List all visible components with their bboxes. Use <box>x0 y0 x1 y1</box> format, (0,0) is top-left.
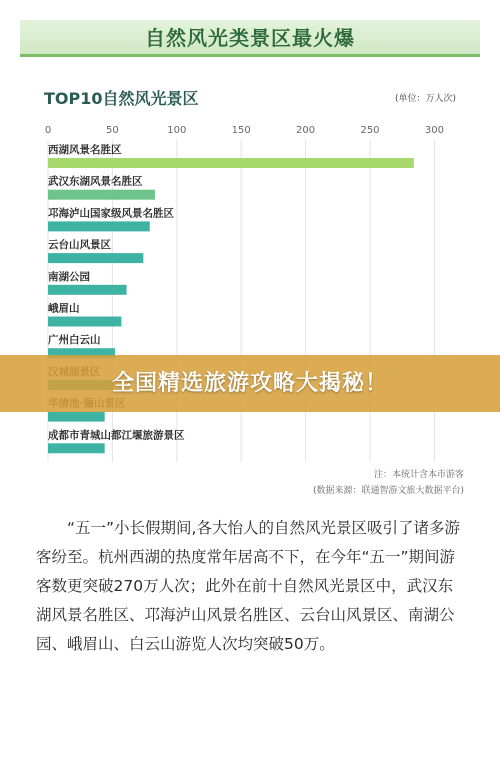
bar-label: 南湖公园 <box>48 270 90 283</box>
x-tick-label: 300 <box>424 125 444 136</box>
x-tick-label: 250 <box>360 125 380 136</box>
bar <box>48 221 150 231</box>
bar-label: 广州白云山 <box>48 334 101 347</box>
bar-label: 邛海泸山国家级风景名胜区 <box>48 207 174 220</box>
bar-label: 云台山风景区 <box>48 239 111 252</box>
bar <box>48 190 155 200</box>
bar-label: 峨眉山 <box>48 302 80 315</box>
bar <box>48 412 105 422</box>
chart-unit: (单位：万人次) <box>394 94 456 104</box>
data-source-note: (数据来源：联通智游文旅大数据平台) <box>312 486 464 496</box>
bar-label: 成都市青城山都江堰旅游景区 <box>48 429 185 442</box>
infographic-header: 自然风光类景区最火爆 <box>20 20 480 57</box>
bar-label: 武汉东湖风景名胜区 <box>48 175 143 188</box>
x-tick-label: 150 <box>231 125 251 136</box>
x-tick-label: 200 <box>296 125 316 136</box>
bar <box>48 443 105 453</box>
x-tick-label: 50 <box>106 125 119 136</box>
x-tick-label: 0 <box>44 125 52 136</box>
chart-title: TOP10自然风光景区 <box>44 89 199 108</box>
bar <box>48 158 414 168</box>
chart-note: 注：本统计含本市游客 <box>373 470 464 480</box>
bar <box>48 285 127 295</box>
x-tick-label: 100 <box>167 125 187 136</box>
promo-banner: 全国精选旅游攻略大揭秘！ <box>0 355 500 412</box>
bar <box>48 253 143 263</box>
bar-label: 西湖风景名胜区 <box>48 144 122 156</box>
article-paragraph: “五一”小长假期间,各大怡人的自然风光景区吸引了诸多游客纷至。杭州西湖的热度常年居高不下，在今年“五一”期间游客数更突破270万人次；此外在前十自然风光景区中，武汉东湖风景名胜区、邛海泸山风景名胜区、云台山风景区、南湖公园、峨眉山、白云山游览人次均突破50万。 <box>36 519 460 653</box>
bar <box>48 317 121 327</box>
